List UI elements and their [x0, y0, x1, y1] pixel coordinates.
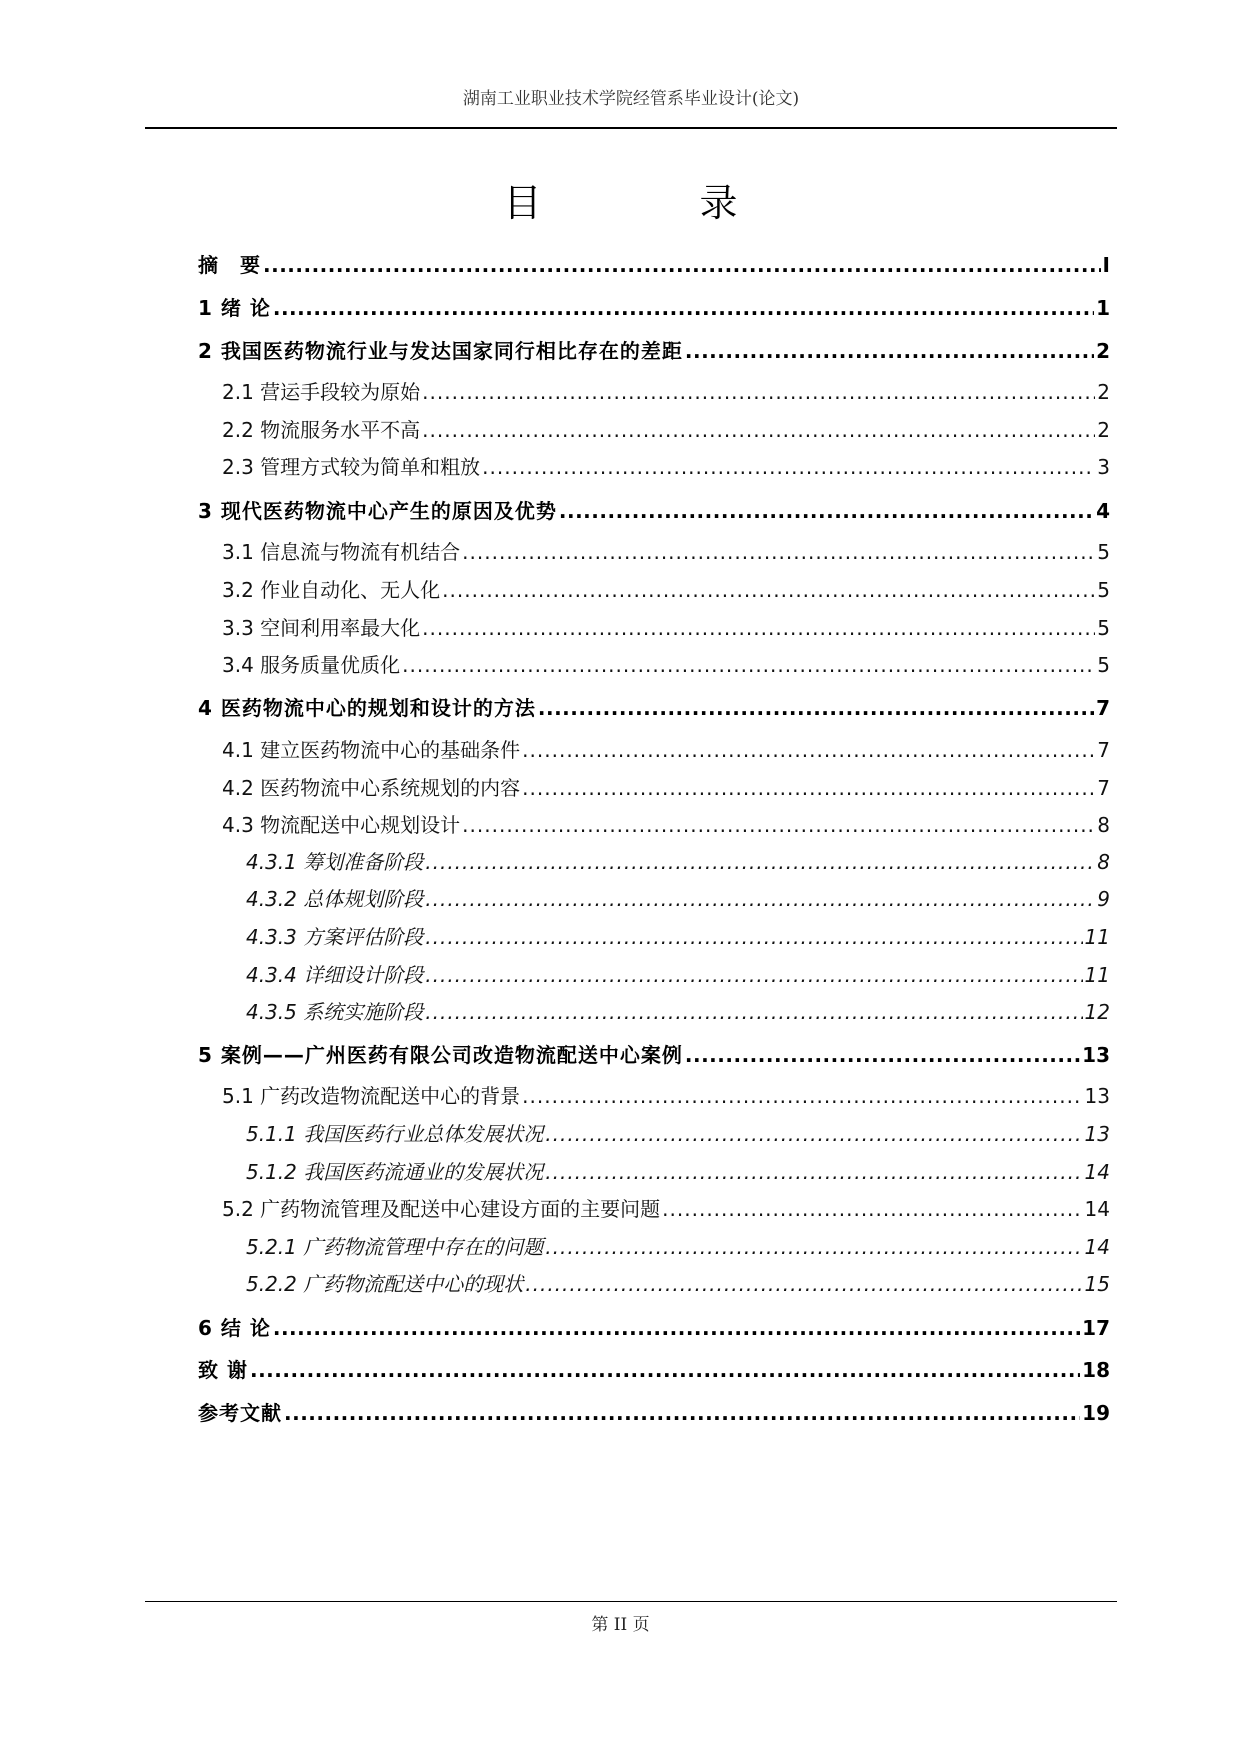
toc-entry-page: 13 — [1082, 1043, 1110, 1067]
toc-entry-page: 5 — [1097, 540, 1110, 564]
toc-entry-label: 4.2 医药物流中心系统规划的内容 — [222, 776, 521, 800]
toc-entry-page: 4 — [1096, 499, 1110, 523]
toc-entry-page: 5 — [1097, 616, 1110, 640]
toc-entry-label: 3.3 空间利用率最大化 — [222, 616, 421, 640]
toc-leader-dots — [685, 1040, 1080, 1070]
toc-entry-label: 参考文献 — [198, 1401, 282, 1425]
toc-leader-dots — [525, 1269, 1082, 1299]
toc-leader-dots — [545, 1157, 1082, 1187]
toc-entry-page: 17 — [1082, 1316, 1110, 1340]
toc-entry — [246, 1157, 1110, 1187]
toc-entry-label: 4.3.4 详细设计阶段 — [246, 963, 424, 987]
toc-entry-label: 1 绪 论 — [198, 296, 271, 320]
toc-entry — [198, 250, 1110, 280]
toc-leader-dots — [425, 884, 1095, 914]
toc-entry — [246, 1232, 1110, 1262]
toc-entry — [222, 735, 1110, 765]
toc-entry-label: 5.2.2 广药物流配送中心的现状 — [246, 1272, 524, 1296]
toc-leader-dots — [662, 1194, 1082, 1224]
toc-entry-label: 6 结 论 — [198, 1316, 271, 1340]
toc-leader-dots — [425, 997, 1082, 1027]
toc-entry — [198, 496, 1110, 526]
toc-entry-page: 14 — [1084, 1160, 1110, 1184]
toc-leader-dots — [273, 1313, 1080, 1343]
toc-leader-dots — [250, 1355, 1080, 1385]
footer-rule — [145, 1601, 1117, 1602]
toc-entry — [198, 293, 1110, 323]
toc-leader-dots — [538, 693, 1094, 723]
toc-leader-dots — [685, 336, 1094, 366]
toc-entry-page: 7 — [1097, 776, 1110, 800]
toc-leader-dots — [402, 650, 1095, 680]
toc-entry-label: 2 我国医药物流行业与发达国家同行相比存在的差距 — [198, 339, 683, 363]
toc-entry-page: 18 — [1082, 1358, 1110, 1382]
toc-leader-dots — [522, 735, 1095, 765]
toc-entry — [246, 922, 1110, 952]
toc-entry — [198, 1040, 1110, 1070]
toc-entry-label: 3.1 信息流与物流有机结合 — [222, 540, 461, 564]
toc-leader-dots — [422, 377, 1095, 407]
running-header: 湖南工业职业技术学院经管系毕业设计(论文) — [462, 89, 800, 109]
toc-leader-dots — [273, 293, 1094, 323]
toc-entry-label: 3.4 服务质量优质化 — [222, 653, 401, 677]
toc-leader-dots — [482, 452, 1095, 482]
toc-entry-page: 13 — [1084, 1084, 1110, 1108]
toc-entry-label: 2.3 管理方式较为简单和粗放 — [222, 455, 481, 479]
toc-entry-label: 4.3.1 筹划准备阶段 — [246, 850, 424, 874]
toc-entry-label: 2.2 物流服务水平不高 — [222, 418, 421, 442]
toc-entry — [222, 810, 1110, 840]
toc-entry-page: 19 — [1082, 1401, 1110, 1425]
toc-entry-page: 7 — [1097, 738, 1110, 762]
toc-entry-page: 12 — [1084, 1000, 1110, 1024]
toc-entry — [246, 847, 1110, 877]
toc-entry-page: 5 — [1097, 653, 1110, 677]
toc-entry — [222, 773, 1110, 803]
toc-leader-dots — [545, 1232, 1082, 1262]
toc-entry-label: 5.1 广药改造物流配送中心的背景 — [222, 1084, 521, 1108]
toc-entry-page: 2 — [1097, 418, 1110, 442]
toc-entry — [246, 1269, 1110, 1299]
toc-entry-label: 5 案例——广州医药有限公司改造物流配送中心案例 — [198, 1043, 683, 1067]
toc-entry-page: 1 — [1096, 296, 1110, 320]
toc-entry-page: 13 — [1084, 1122, 1110, 1146]
toc-entry-page: 2 — [1097, 380, 1110, 404]
toc-entry-label: 5.1.2 我国医药流通业的发展状况 — [246, 1160, 544, 1184]
toc-entry-label: 3 现代医药物流中心产生的原因及优势 — [198, 499, 557, 523]
toc-entry — [198, 1313, 1110, 1343]
toc-leader-dots — [425, 847, 1095, 877]
toc-entry-page: 14 — [1084, 1197, 1110, 1221]
toc-leader-dots — [522, 1081, 1082, 1111]
toc-leader-dots — [422, 613, 1095, 643]
toc-entry — [222, 415, 1110, 445]
toc-leader-dots — [462, 810, 1095, 840]
toc-entry-label: 5.2.1 广药物流管理中存在的问题 — [246, 1235, 544, 1259]
toc-entry-label: 3.2 作业自动化、无人化 — [222, 578, 441, 602]
toc-entry — [198, 336, 1110, 366]
toc-entry — [222, 613, 1110, 643]
toc-leader-dots — [425, 922, 1082, 952]
toc-entry-label: 致 谢 — [198, 1358, 248, 1382]
toc-entry-label: 4.3.5 系统实施阶段 — [246, 1000, 424, 1024]
toc-entry-label: 摘 要 — [198, 253, 261, 277]
toc-entry — [222, 1194, 1110, 1224]
toc-entry — [222, 1081, 1110, 1111]
toc-entry-page: 8 — [1097, 813, 1110, 837]
toc-entry — [198, 1398, 1110, 1428]
toc-entry-label: 4.3 物流配送中心规划设计 — [222, 813, 461, 837]
toc-entry-page: 5 — [1097, 578, 1110, 602]
toc-leader-dots — [425, 960, 1082, 990]
toc-leader-dots — [559, 496, 1094, 526]
page-title: 目 录 — [503, 181, 798, 225]
toc-entry-page: I — [1102, 253, 1110, 277]
toc-entry-page: 14 — [1084, 1235, 1110, 1259]
toc-leader-dots — [545, 1119, 1082, 1149]
toc-entry-page: 7 — [1096, 696, 1110, 720]
toc-entry — [222, 452, 1110, 482]
toc-entry — [222, 650, 1110, 680]
toc-entry — [246, 1119, 1110, 1149]
toc-entry — [198, 1355, 1110, 1385]
page-number: 第 II 页 — [591, 1615, 650, 1635]
toc-leader-dots — [422, 415, 1095, 445]
toc-entry-label: 4.3.2 总体规划阶段 — [246, 887, 424, 911]
toc-entry — [222, 377, 1110, 407]
toc-entry — [246, 997, 1110, 1027]
toc-entry-label: 5.1.1 我国医药行业总体发展状况 — [246, 1122, 544, 1146]
toc-leader-dots — [462, 537, 1095, 567]
toc-leader-dots — [442, 575, 1095, 605]
toc-entry — [198, 693, 1110, 723]
toc-entry-page: 11 — [1084, 925, 1110, 949]
toc-entry-label: 5.2 广药物流管理及配送中心建设方面的主要问题 — [222, 1197, 661, 1221]
toc-entry-page: 2 — [1096, 339, 1110, 363]
toc-entry — [222, 537, 1110, 567]
toc-leader-dots — [522, 773, 1095, 803]
toc-entry — [222, 575, 1110, 605]
toc-entry-page: 15 — [1084, 1272, 1110, 1296]
toc-entry-label: 4 医药物流中心的规划和设计的方法 — [198, 696, 536, 720]
toc-entry — [246, 884, 1110, 914]
toc-entry-label: 4.3.3 方案评估阶段 — [246, 925, 424, 949]
toc-entry-label: 4.1 建立医药物流中心的基础条件 — [222, 738, 521, 762]
toc-leader-dots — [263, 250, 1101, 280]
toc-entry-page: 11 — [1084, 963, 1110, 987]
toc-entry-page: 8 — [1097, 850, 1110, 874]
toc-entry-page: 3 — [1097, 455, 1110, 479]
toc-entry-label: 2.1 营运手段较为原始 — [222, 380, 421, 404]
toc-leader-dots — [284, 1398, 1080, 1428]
toc-entry-page: 9 — [1097, 887, 1110, 911]
toc-entry — [246, 960, 1110, 990]
